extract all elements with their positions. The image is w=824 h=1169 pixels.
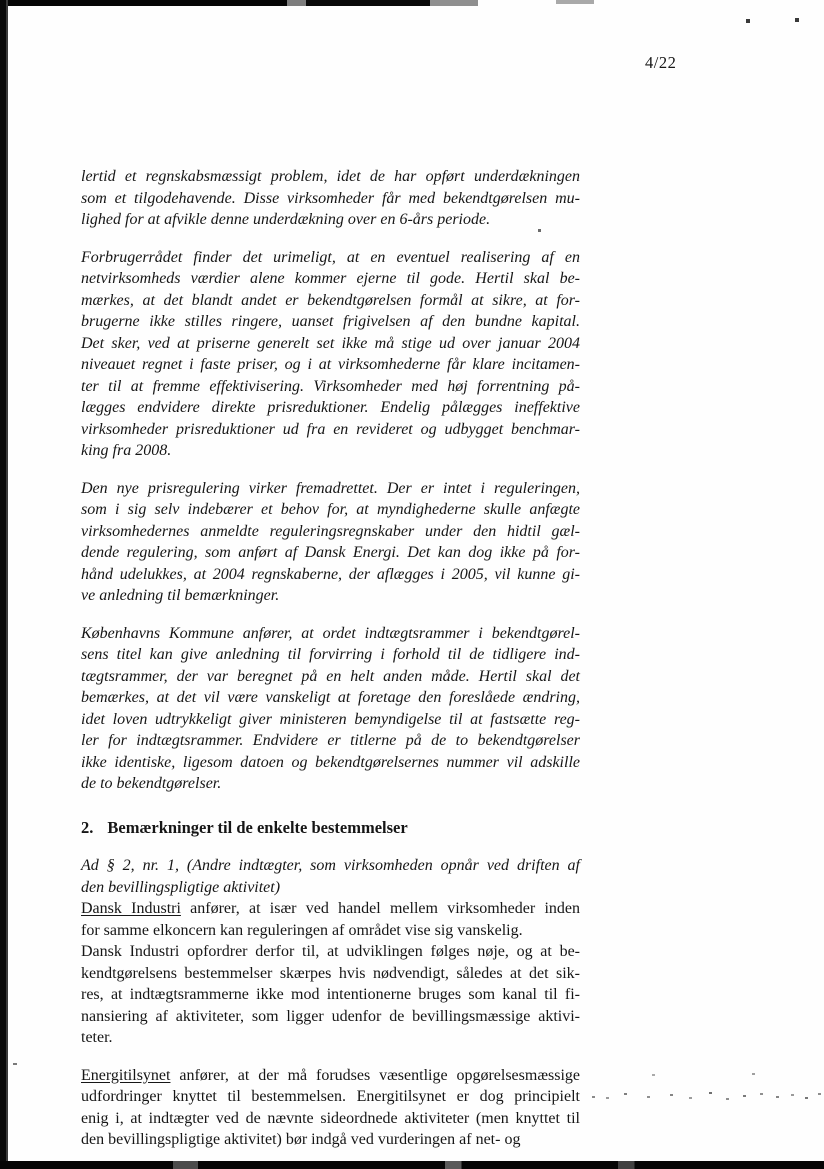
text-line: brugerne ikke stilles ringere, uanset frigivelsen af den bundne kapital. — [81, 313, 580, 330]
paragraph — [81, 855, 580, 898]
text-line: idet loven udtrykkeligt giver ministeren bemyndigelse til at fastsætte reg- — [81, 710, 580, 728]
text-line: ler for indtægtsrammer. Endvidere er titlerne på de to bekendtgørelser — [81, 732, 580, 749]
text-column — [81, 166, 580, 1167]
text-line: hånd udelukkes, at 2004 regnskaberne, der aflægges i 2005, vil kunne gi- — [81, 565, 580, 583]
text-line: virksomheder prisreduktioner ud fra en revideret og udbygget benchmar- — [81, 420, 580, 438]
paragraph — [81, 623, 580, 795]
scan-artifact-left-strip — [0, 0, 8, 1169]
section-heading-text: Bemærkninger til de enkelte bestemmelser — [107, 817, 408, 837]
text-line: Det sker, ved at priserne generelt set ikke må stige ud over januar 2004 — [81, 334, 580, 352]
text-line: Den nye prisregulering virker fremadrettet. Der er intet i reguleringen, — [81, 479, 580, 497]
page-number: 4/22 — [645, 53, 677, 72]
scan-artifact-top-bar-tail — [556, 0, 594, 4]
text-line: enig i, at indtægter ved de nævnte sideordnede aktiviteter (men knyttet til — [81, 1109, 580, 1127]
text-line: som i sig selv indebærer et behov for, at myndighederne skulle anfægte — [81, 501, 580, 518]
text-line: udfordringer knyttet til bestemmelsen. Energitilsynet er dog principielt — [81, 1088, 580, 1105]
paragraph — [81, 898, 580, 1049]
text-line: netvirksomheds værdier alene kommer ejerne til gode. Hertil skal be- — [81, 270, 580, 287]
text-line: tægtsrammer, der var beregnet på en helt anden måde. Hertil skal det — [81, 667, 580, 685]
text-line: Energitilsynet anfører, at der må forudses væsentlige opgørelsesmæssige — [81, 1066, 580, 1084]
text-line: teter. — [81, 1029, 113, 1046]
text-line: den bevillingspligtige aktivitet) — [81, 878, 281, 896]
scan-noise-dot — [795, 18, 799, 22]
text-line: Forbrugerrådet finder det urimeligt, at en eventuel realisering af en — [81, 248, 580, 266]
scan-noise-dot — [13, 1063, 17, 1065]
text-line: lægges endvidere direkte prisreduktioner. Endelig pålægges ineffektive — [81, 399, 580, 416]
text-line: niveauet regnet i faste priser, og i at virksomhederne får klare incitamen- — [81, 356, 580, 373]
text-line: kendtgørelsens bestemmelser skærpes hvis nødvendigt, således at det sik- — [81, 964, 580, 982]
text-line: nansiering af aktiviteter, som ligger udenfor de bevillingsmæssige aktivi- — [81, 1007, 580, 1025]
text-line: Ad § 2, nr. 1, (Andre indtægter, som virksomheden opnår ved driften af — [81, 857, 580, 874]
text-line: mærkes, at det blandt andet er bekendtgørelsen formål at sikre, at for- — [81, 291, 580, 309]
section-heading — [81, 817, 580, 839]
underlined-term: Energitilsynet — [81, 1066, 171, 1084]
text-line: den bevillingspligtige aktivitet) bør indgå ved vurderingen af net- og — [81, 1131, 521, 1148]
text-line: bemærkes, at det vil være vanskeligt at foretage den foreslåede ændring, — [81, 689, 580, 706]
text-line: dende regulering, som anført af Dansk Energi. Det kan dog ikke på for- — [81, 544, 580, 561]
text-line: Dansk Industri opfordrer derfor til, at udviklingen følges nøje, og at be- — [81, 943, 580, 960]
text-line: for samme elkoncern kan reguleringen af området vise sig vanskelig. — [81, 921, 523, 939]
underlined-term: Dansk Industri — [81, 900, 181, 917]
scan-artifact-top-bar — [0, 0, 478, 6]
text-line: Dansk Industri anfører, at især ved handel mellem virksomheder inden — [81, 900, 581, 917]
text-line: res, at indtægtsrammerne ikke mod intentionerne bruges som kanal til fi- — [81, 986, 580, 1003]
text-line: ikke identiske, ligesom datoen og bekendtgørelsernes nummer vil adskille — [81, 753, 580, 771]
text-line: lighed for at afvikle denne underdækning over en 6-års periode. — [81, 211, 491, 228]
text-line: virksomhedernes anmeldte reguleringsregnskaber under den hidtil gæl- — [81, 522, 580, 540]
text-line: king fra 2008. — [81, 442, 172, 459]
text-line: sens titel kan give anledning til forvirring i forhold til de tidligere ind- — [81, 646, 580, 663]
text-line: Københavns Kommune anfører, at ordet indtægtsrammer i bekendtgørel- — [81, 624, 580, 642]
scan-noise-speckles — [592, 1096, 595, 1098]
paragraph — [81, 1065, 580, 1151]
scan-noise-dot — [746, 19, 750, 23]
section-heading-number: 2. — [81, 817, 94, 837]
text-line: lertid et regnskabsmæssigt problem, idet de har opført underdækningen — [81, 168, 580, 185]
text-line: ter til at fremme effektivisering. Virksomheder med høj forrentning på- — [81, 377, 580, 395]
text-line: ve anledning til bemærkninger. — [81, 587, 280, 604]
text-line: som et tilgodehavende. Disse virksomheder får med bekendtgørelsen mu- — [81, 189, 580, 207]
text-line: de to bekendtgørelser. — [81, 775, 222, 792]
paragraph — [81, 478, 580, 607]
paragraph — [81, 166, 580, 231]
paragraph — [81, 247, 580, 462]
